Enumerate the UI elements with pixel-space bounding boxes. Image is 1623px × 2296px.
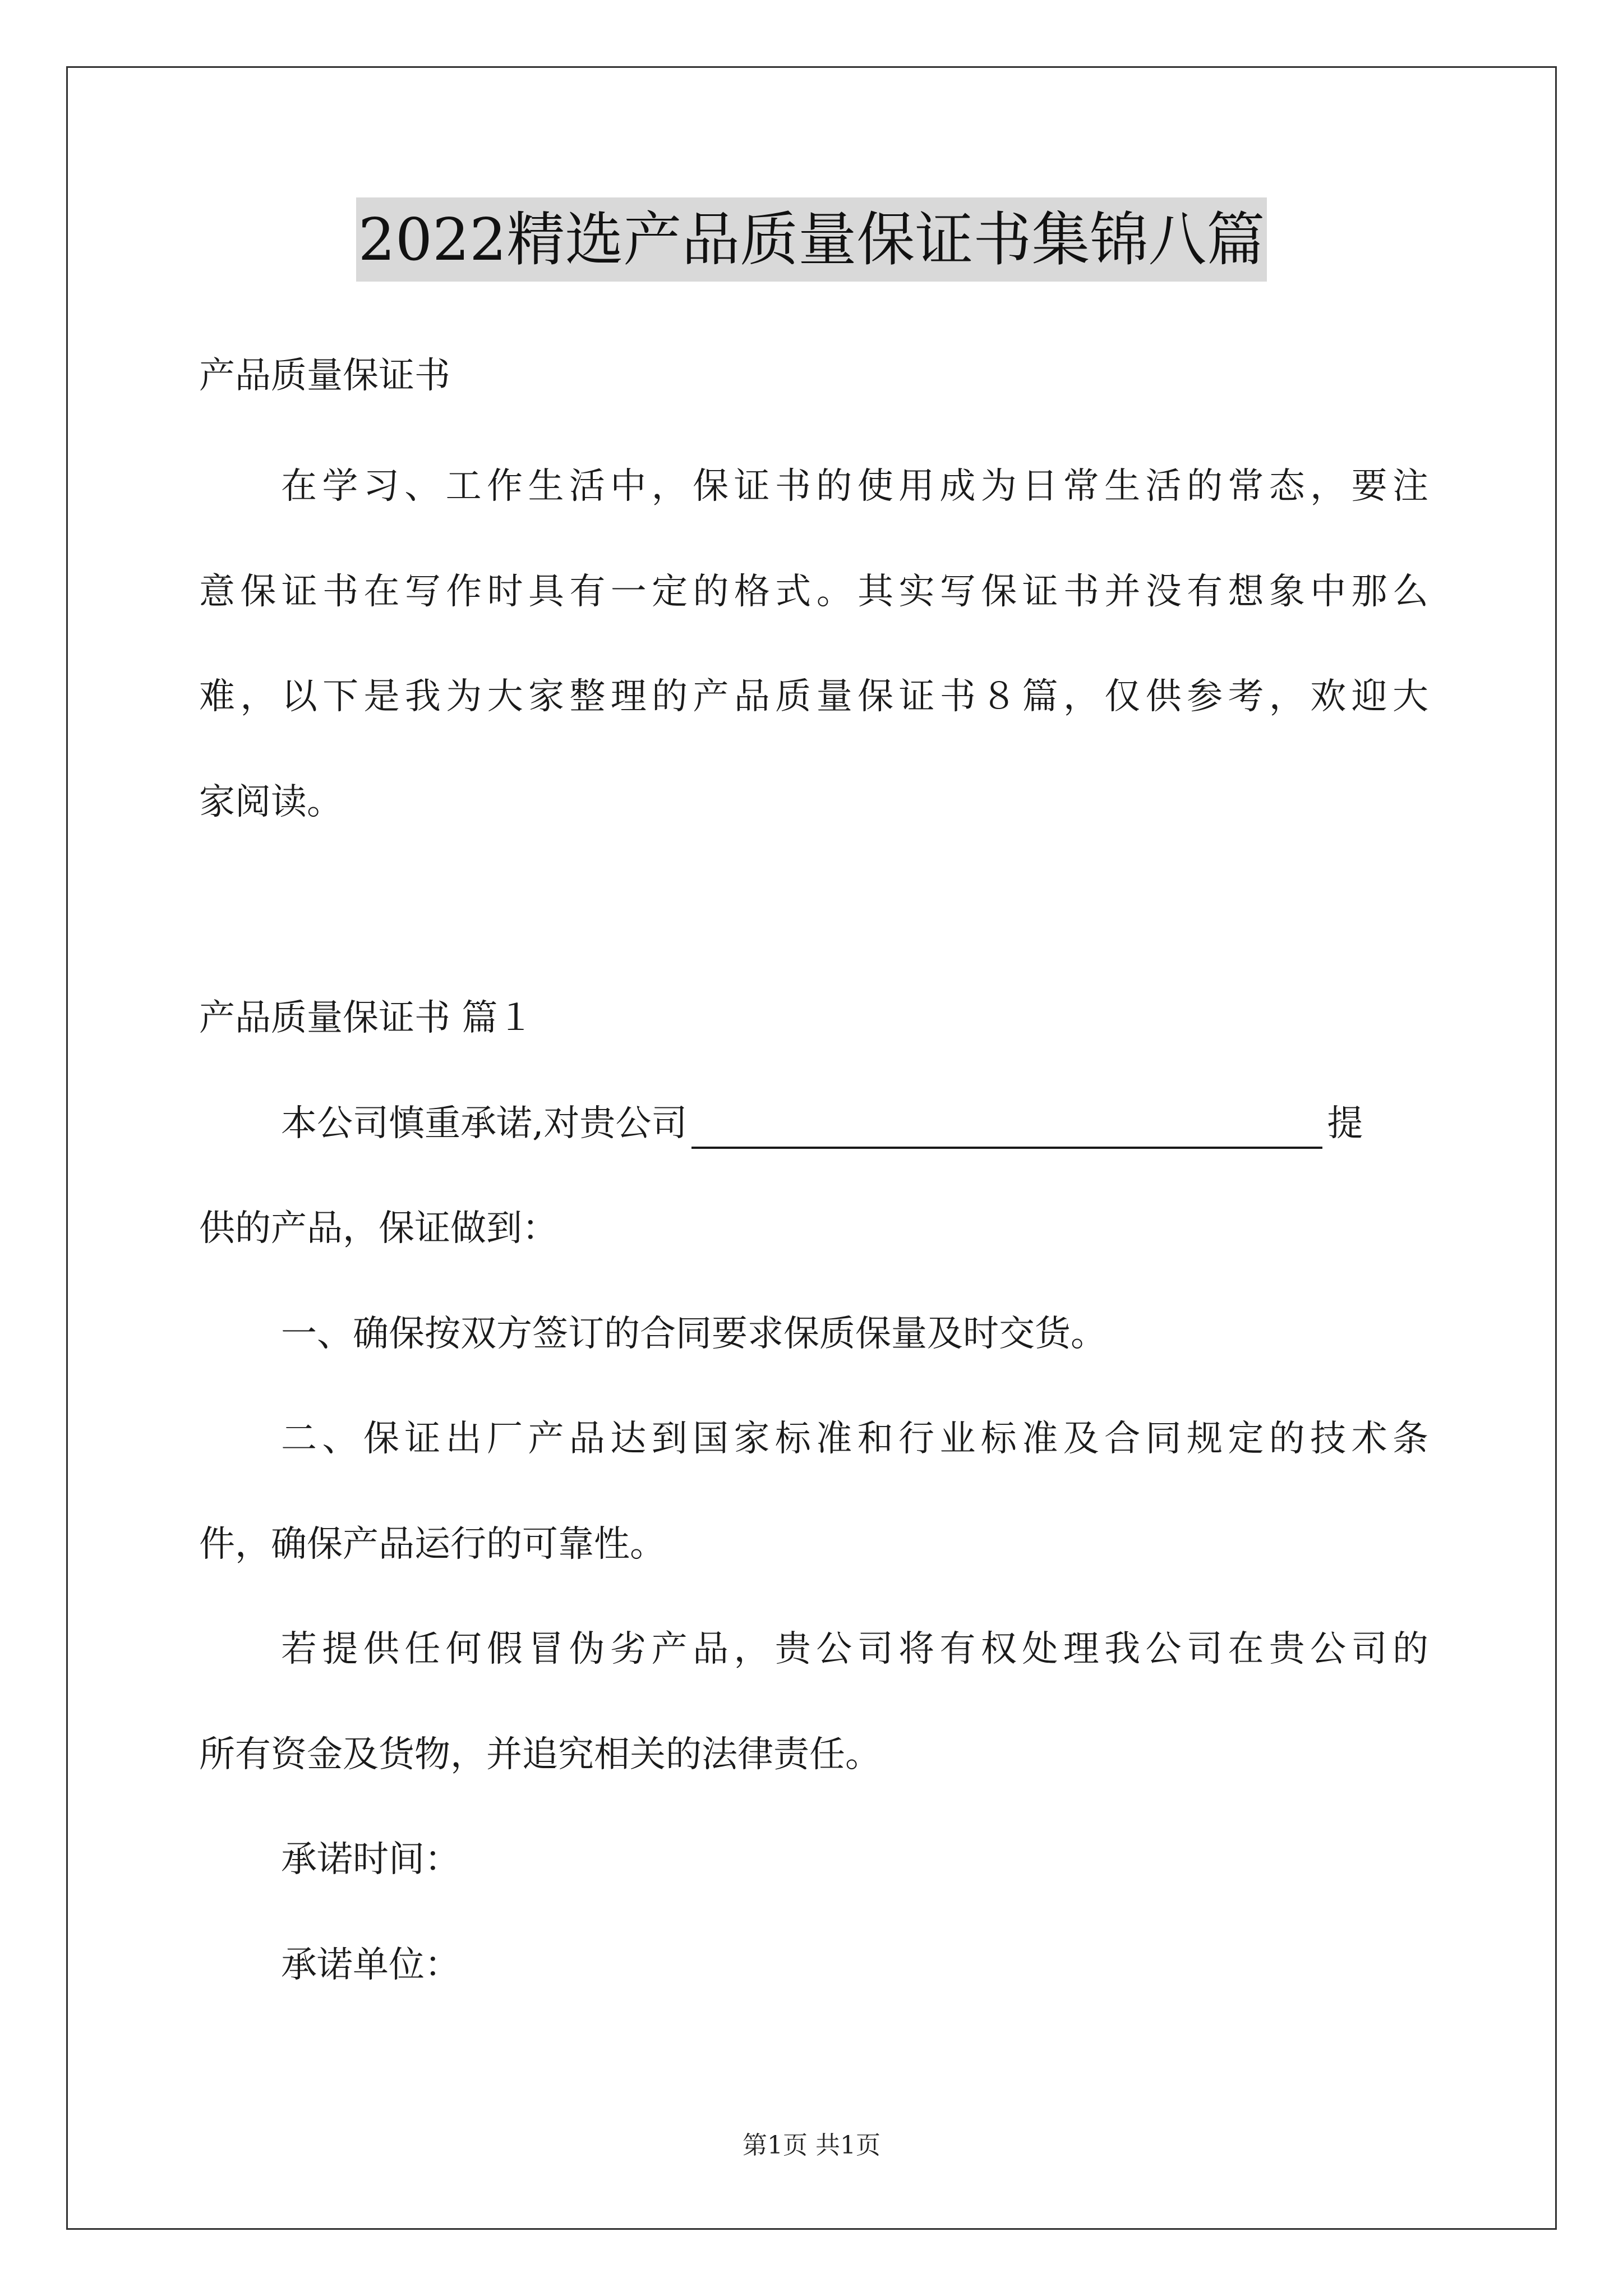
promise-line-1 [281, 1098, 1428, 1149]
guarantee-item-2-line-1: 二、保证出厂产品达到国家标准和行业标准及合同规定的技术条 [281, 1418, 1428, 1460]
penalty-line-1: 若提供任何假冒伪劣产品，贵公司将有权处理我公司在贵公司的 [281, 1628, 1428, 1670]
page-footer: 第1页 共1页 [743, 2131, 880, 2160]
promise-time-label: 承诺时间： [281, 1839, 460, 1880]
promise-line-2: 供的产品，保证做到： [199, 1208, 558, 1249]
guarantee-item-2-line-2: 件，确保产品运行的可靠性。 [199, 1524, 666, 1565]
intro-line-2: 意保证书在写作时具有一定的格式。其实写保证书并没有想象中那么 [199, 571, 1428, 613]
intro-heading: 产品质量保证书 [199, 355, 450, 397]
guarantee-item-1: 一、确保按双方签订的合同要求保质保量及时交货。 [281, 1313, 1106, 1355]
title-container [0, 197, 1623, 282]
intro-line-4: 家阅读。 [199, 781, 343, 823]
intro-line-3: 难，以下是我为大家整理的产品质量保证书８篇，仅供参考，欢迎大 [199, 676, 1428, 717]
intro-line-1: 在学习、工作生活中，保证书的使用成为日常生活的常态，要注 [281, 466, 1428, 507]
promise-end-text: 提 [1327, 1103, 1363, 1144]
document-title: 2022精选产品质量保证书集锦八篇 [356, 197, 1267, 282]
penalty-line-2: 所有资金及货物，并追究相关的法律责任。 [199, 1734, 881, 1775]
promise-unit-label: 承诺单位： [281, 1944, 460, 1986]
section-heading: 产品质量保证书 篇１ [199, 997, 534, 1039]
company-name-blank [691, 1107, 1322, 1149]
promise-start-text: 本公司慎重承诺,对贵公司 [281, 1103, 688, 1144]
